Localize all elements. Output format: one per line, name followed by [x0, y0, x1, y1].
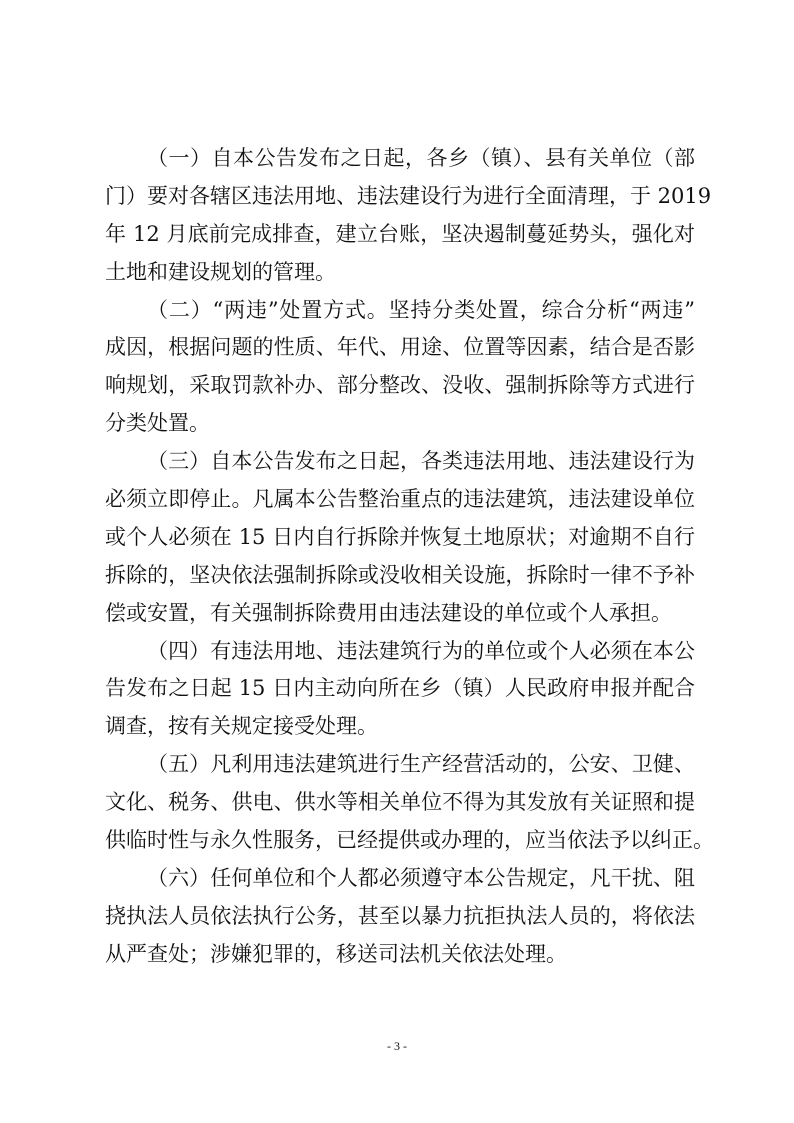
text-line: 土地和建设规划的管理。 [105, 259, 336, 284]
text-line: 告发布之日起 15 日内主动向所在乡（镇）人民政府申报并配合 [105, 676, 695, 701]
text-line: （二）“两违”处置方式。坚持分类处置，综合分析“两违” [147, 297, 695, 322]
paragraph-4 [105, 633, 695, 747]
page-number: - 3 - [387, 1039, 407, 1053]
text-line: 从严查处；涉嫌犯罪的，移送司法机关依法处理。 [105, 941, 567, 966]
text-line: 供临时性与永久性服务，已经提供或办理的，应当依法予以纠正。 [105, 828, 714, 853]
text-line: （五）凡利用违法建筑进行生产经营活动的，公安、卫健、 [147, 752, 695, 777]
document-body [105, 140, 714, 974]
text-line: 偿或安置，有关强制拆除费用由违法建设的单位或个人承担。 [105, 600, 672, 625]
text-line: 必须立即停止。凡属本公告整治重点的违法建筑，违法建设单位 [105, 487, 695, 512]
text-line: （三）自本公告发布之日起，各类违法用地、违法建设行为 [147, 449, 695, 474]
text-line: 调查，按有关规定接受处理。 [105, 714, 378, 739]
text-line: 或个人必须在 15 日内自行拆除并恢复土地原状；对逾期不自行 [105, 524, 695, 549]
text-line: 年 12 月底前完成排查，建立台账，坚决遏制蔓延势头，强化对 [105, 221, 695, 246]
text-line: 拆除的，坚决依法强制拆除或没收相关设施，拆除时一律不予补 [105, 562, 695, 587]
paragraph-6 [105, 860, 695, 974]
paragraph-5 [105, 746, 714, 860]
paragraph-1 [105, 140, 712, 292]
text-line: （一）自本公告发布之日起，各乡（镇）、县有关单位（部 [147, 146, 695, 170]
text-line: 挠执法人员依法执行公务，甚至以暴力抗拒执法人员的，将依法 [105, 903, 695, 928]
paragraph-2 [105, 292, 695, 444]
text-line: 文化、税务、供电、供水等相关单位不得为其发放有关证照和提 [105, 790, 695, 815]
text-line: 分类处置。 [105, 411, 210, 436]
text-line: 门）要对各辖区违法用地、违法建设行为进行全面清理，于 2019 [105, 183, 712, 208]
text-line: （六）任何单位和个人都必须遵守本公告规定，凡干扰、阻 [147, 865, 695, 890]
text-line: 响规划，采取罚款补办、部分整改、没收、强制拆除等方式进行 [105, 373, 695, 398]
text-line: （四）有违法用地、违法建筑行为的单位或个人必须在本公 [147, 638, 695, 663]
paragraph-3 [105, 443, 695, 632]
text-line: 成因，根据问题的性质、年代、用途、位置等因素，结合是否影 [105, 335, 695, 360]
